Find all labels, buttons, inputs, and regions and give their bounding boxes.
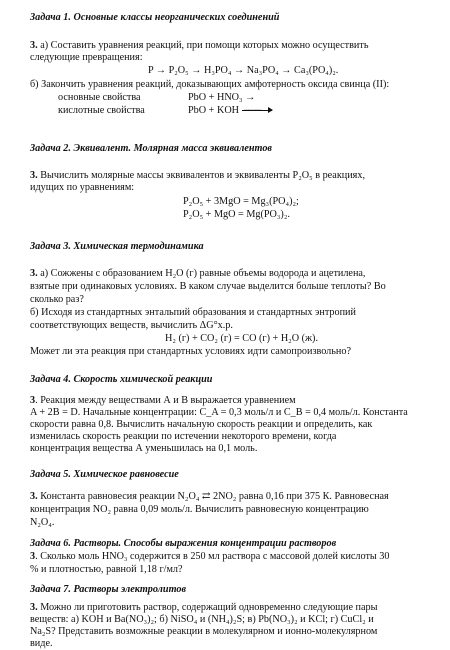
task3-question: Может ли эта реакция при стандартных условиях идти самопроизвольно? xyxy=(30,346,351,357)
task1-chain: P → P₂O₅ → H₃PO₄ → Na₃PO₄ → Ca₃(PO₄)₂. xyxy=(148,65,339,76)
task3-number: 3. xyxy=(30,268,38,279)
task7-line-2: веществ: а) KOH и Ba(NO₃)₂; б) NiSO₄ и (NH₄)₂S; в) Pb(NO₃)₂ и KCl; г) CuCl₂ и xyxy=(30,614,374,625)
task6-line-2: % и плотностью, равной 1,18 г/мл? xyxy=(30,564,183,575)
task2-text-1: Вычислить молярные массы эквивалентов и эквиваленты P₂O₅ в реакциях, xyxy=(37,170,366,181)
fusion-arrow-label: сплавление xyxy=(244,108,262,113)
task1-basic-label: основные свойства xyxy=(58,92,141,103)
task4-line-1 xyxy=(30,395,296,407)
task4-line-4: изменилась скорость реакции по истечении некоторого времени, когда xyxy=(30,431,337,442)
task4-text-1: . Реакция между веществами А и В выражается уравнением xyxy=(35,395,296,406)
task2-line-1 xyxy=(30,170,365,182)
task5-line-1 xyxy=(30,491,389,503)
task1-basic-equation: PbO + HNO₃ → xyxy=(188,92,256,103)
task1-title: Задача 1. Основные классы неорганических соединений xyxy=(30,12,280,23)
task1-line-a xyxy=(30,40,368,52)
task3-line-a3: сколько раз? xyxy=(30,294,84,305)
task2-equation-2: P₂O₅ + MgO = Mg(PO₃)₂. xyxy=(183,209,290,220)
task6-number: 3 xyxy=(30,551,36,562)
task1-number: 3. xyxy=(30,40,38,51)
task7-number: 3. xyxy=(30,602,38,613)
task6-title: Задача 6. Растворы. Способы выражения концентрации растворов xyxy=(30,538,337,549)
task3-line-b1: б) Исходя из стандартных энтальпий образования и стандартных энтропий xyxy=(30,307,356,318)
task4-title: Задача 4. Скорость химической реакции xyxy=(30,374,213,385)
task3-a-text-1: а) Сожжены с образованием H₂O (г) равные объемы водорода и ацетилена, xyxy=(37,268,366,279)
task4-number: 3 xyxy=(30,395,36,406)
task2-line-2: идущих по уравнениям: xyxy=(30,182,135,193)
task5-number: 3. xyxy=(30,491,38,502)
task5-text-1: Константа равновесия реакции N₂O₄ ⇄ 2NO₂ равна 0,16 при 375 К. Равновесная xyxy=(37,491,389,502)
task7-line-3: Na₂S? Представить возможные реакции в молекулярном и ионно-молекулярном xyxy=(30,626,378,637)
task5-line-2: концентрация NO₂ равна 0,09 моль/л. Вычислить равновесную концентрацию xyxy=(30,504,369,515)
task5-line-3: N₂O₄. xyxy=(30,517,55,528)
task1-acid-equation: PbO + KOH xyxy=(188,105,240,116)
task7-title: Задача 7. Растворы электролитов xyxy=(30,584,186,595)
task7-text-1: Можно ли приготовить раствор, содержащий одновременно следующие пары xyxy=(37,602,378,613)
task1-line-a2: следующие превращения: xyxy=(30,52,143,63)
task5-title: Задача 5. Химическое равновесие xyxy=(30,469,179,480)
task2-number: 3. xyxy=(30,170,38,181)
task7-line-4: виде. xyxy=(30,638,53,649)
task1-line-b: б) Закончить уравнения реакций, доказывающих амфотерность оксида свинца (II): xyxy=(30,79,390,90)
fusion-arrow-icon xyxy=(242,110,272,111)
task1-acid-label: кислотные свойства xyxy=(58,105,145,116)
task4-line-5: концентрация вещества А уменьшилась на 0,1 моль. xyxy=(30,443,258,454)
task3-equation: H₂ (г) + CO₂ (г) = CO (г) + H₂O (ж). xyxy=(165,333,318,344)
task3-line-a1 xyxy=(30,268,365,280)
task3-line-a2: взятые при одинаковых условиях. В каком случае выделится больше теплоты? Во xyxy=(30,281,386,292)
task1-a-text: а) Составить уравнения реакций, при помощи которых можно осуществить xyxy=(37,40,369,51)
task3-title: Задача 3. Химическая термодинамика xyxy=(30,241,204,252)
task6-text-1: . Сколько моль HNO₃ содержится в 250 мл раствора с массовой долей кислоты 30 xyxy=(35,551,390,562)
task6-line-1 xyxy=(30,551,390,563)
task2-title: Задача 2. Эквивалент. Молярная масса эквивалентов xyxy=(30,143,272,154)
task4-line-2: A + 2B = D. Начальные концентрации: C_A = 0,3 моль/л и C_B = 0,4 моль/л. Константа xyxy=(30,407,408,418)
task3-line-b2: соответствующих веществ, вычислить ΔG°х.р. xyxy=(30,320,233,331)
task2-equation-1: P₂O₅ + 3MgO = Mg₃(PO₄)₂; xyxy=(183,196,299,207)
task1-acid-equation-row xyxy=(188,105,272,117)
task4-line-3: скорости равна 0,8. Вычислить начальную скорость реакции и определить, как xyxy=(30,419,373,430)
task7-line-1 xyxy=(30,602,377,614)
